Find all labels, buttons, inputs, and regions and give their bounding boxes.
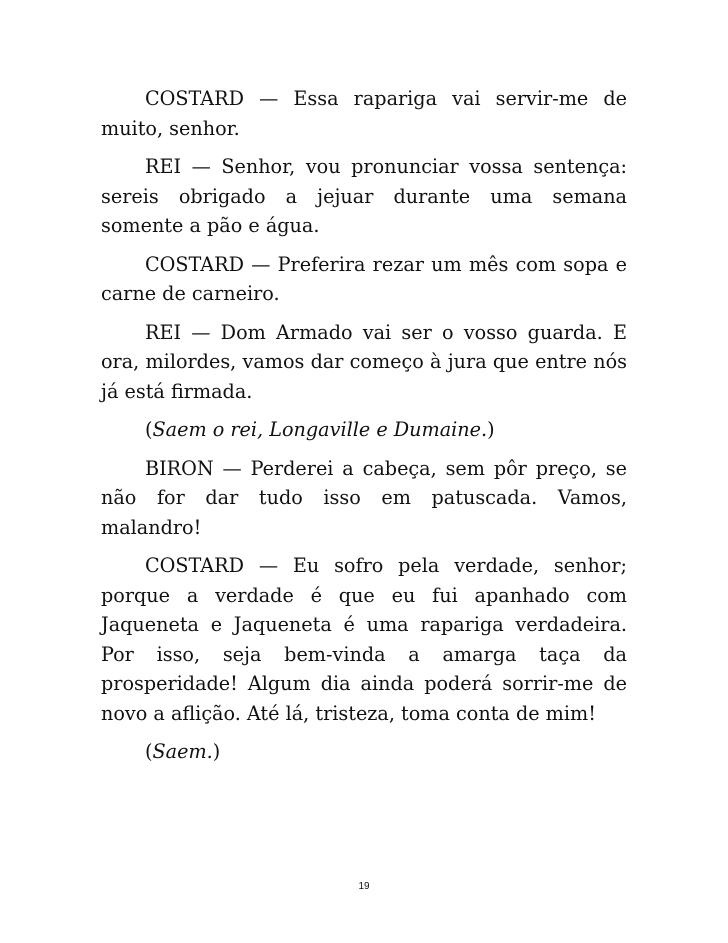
paragraph-costard-1: COSTARD — Essa rapariga vai servir-me de muito, senhor. — [101, 87, 627, 140]
page-number: 19 — [358, 881, 370, 892]
stage-direction-2 — [101, 737, 627, 767]
stage-direction-1 — [101, 415, 627, 445]
stage-direction-open: ( — [145, 418, 153, 441]
paragraph-costard-2: COSTARD — Preferira rezar um mês com sopa e carne de carneiro. — [101, 252, 627, 305]
page-body — [101, 84, 627, 776]
paragraph-biron: BIRON — Perderei a cabeça, sem pôr preço, se não for dar tudo isso em patuscada. Vamos, malandro! — [101, 456, 627, 539]
stage-direction-close: ) — [212, 740, 221, 763]
paragraph-rei-1: REI — Senhor, vou pronunciar vossa sentença: sereis obrigado a jejuar durante uma semana somente a pão e água. — [101, 155, 627, 237]
stage-direction-open: ( — [145, 740, 153, 763]
stage-direction-close: ) — [487, 418, 495, 441]
paragraph-rei-2: REI — Dom Armado vai ser o vosso guarda. E ora, milordes, vamos dar começo à jura que entre nós já está firmada. — [101, 320, 627, 403]
paragraph-costard-3: COSTARD — Eu sofro pela verdade, senhor; porque a verdade é que eu fui apanhado com Jaqueneta e Jaqueneta é uma rapariga verdadeira. Por isso, seja bem-vinda a amarga taça da prosperidade! Algum dia ainda poderá sorrir-me de novo a aflição. Até lá, tristeza, toma conta de mim! — [101, 554, 627, 725]
stage-direction-text: Saem o rei, Longaville e Dumaine. — [152, 418, 488, 441]
stage-direction-text: Saem. — [152, 740, 213, 763]
